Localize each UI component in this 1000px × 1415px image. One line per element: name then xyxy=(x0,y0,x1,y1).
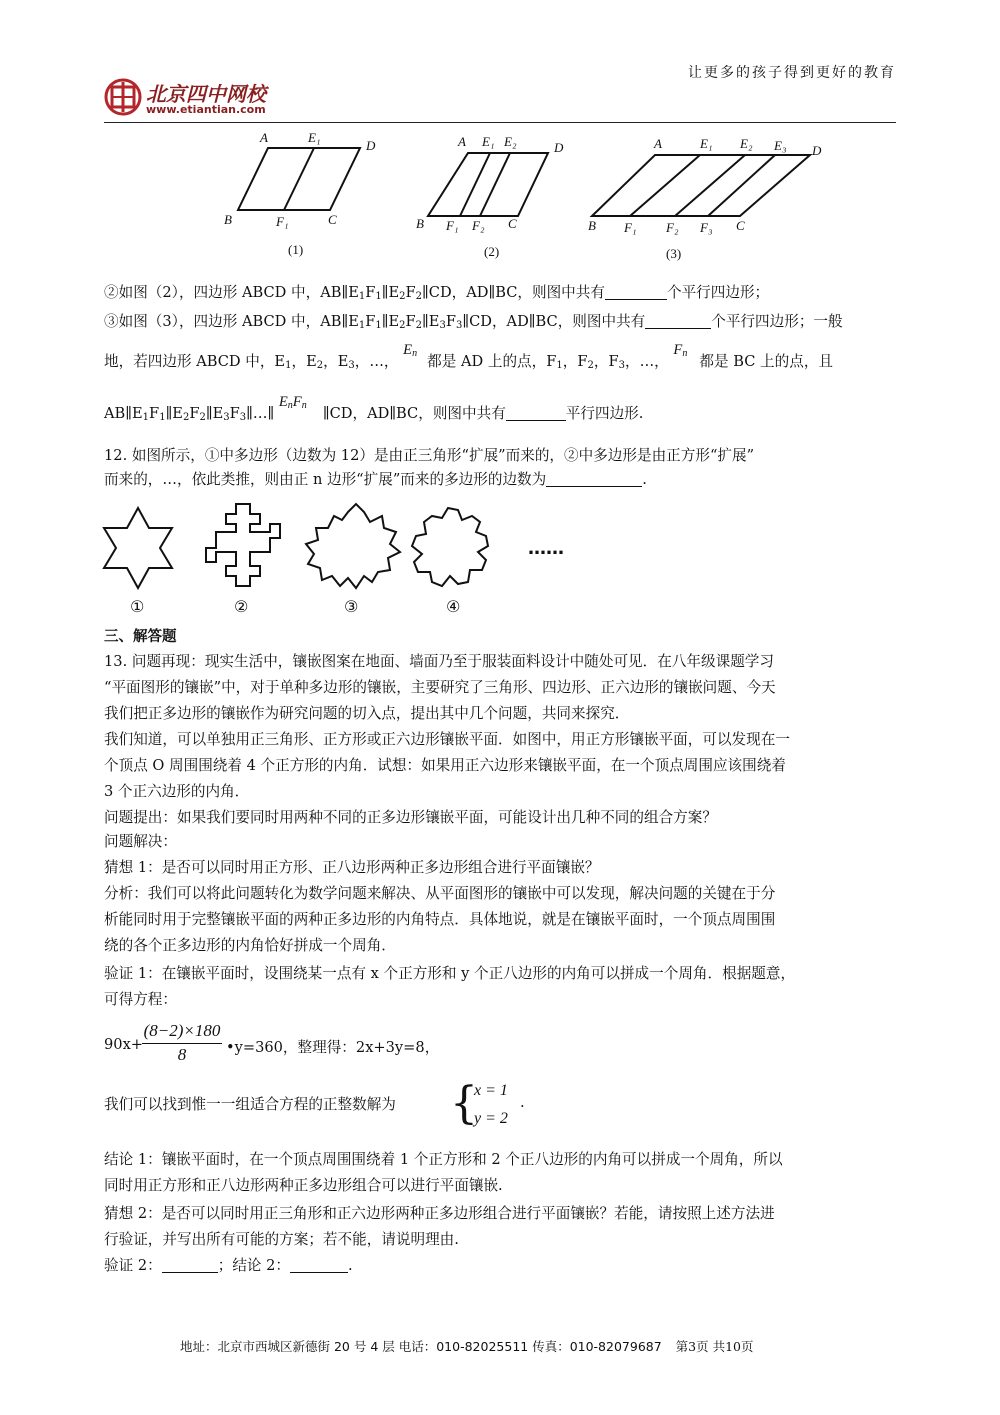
fig3-segment-e1f1 xyxy=(630,155,700,216)
fig-square-expansion xyxy=(206,504,280,586)
fig3-label-A: A xyxy=(654,136,662,151)
logo-url: www.etiantian.com xyxy=(146,103,266,116)
fig3-label-F1: F₁ xyxy=(624,220,637,235)
fig3-label-E1: E₁ xyxy=(700,136,713,151)
fig2-label-F1: F₁ xyxy=(446,218,459,233)
fig1-label-E1: E₁ xyxy=(308,130,321,145)
fig1-label-A: A xyxy=(260,130,268,145)
q11-general: 地，若四边形 ABCD 中，$E_1$，$E_2$，$E_3$，…， $E_n$ 都是 AD 上的点，$F_1$，$F_2$，$F_3$，…， $F_n$ 都是 BC 上的点，且 xyxy=(104,342,834,371)
fig2-label-F2: F₂ xyxy=(472,218,485,233)
fig3-label-E2: E₂ xyxy=(740,136,753,151)
q13-line-7: 问题提出：如果我们要同时用两种不同的正多边形镶嵌平面，可能设计出几种不同的组合方案？ xyxy=(104,809,717,826)
fig3-label-B: B xyxy=(588,218,596,233)
polygon-expansion-figures xyxy=(100,500,580,630)
q11-general-blank[interactable] xyxy=(506,406,566,421)
q11-part3: ③如图（3），四边形 ABCD 中，$AB\parallel E_1F_1\parallel E_2F_2\parallel E_3F_3\parallel CD$，AD∥BC，则图中共有 个平行四边形；一般 xyxy=(104,313,843,331)
q13-line-2: “平面图形的镶嵌”中，对于单种多边形的镶嵌，主要研究了三角形、四边形、正六边形的镶嵌问题、今天 xyxy=(104,679,776,696)
fig1-label-D: D xyxy=(366,138,376,153)
q13-line-10: 分析：我们可以将此问题转化为数学问题来解决、从平面图形的镶嵌中可以发现，解决问题的关键在于分 xyxy=(104,885,776,902)
q13-line-9: 猜想 1：是否可以同时用正方形、正八边形两种正多边形组合进行平面镶嵌？ xyxy=(104,859,600,876)
fig3-parallelogram xyxy=(592,155,810,216)
q13-after-4: 行验证，并写出所有可能的方案；若不能，请说明理由. xyxy=(104,1231,459,1248)
header-slogan: 让更多的孩子得到更好的教育 xyxy=(688,65,896,81)
fig3-caption: (3) xyxy=(666,246,682,261)
fig3-label-F2: F₂ xyxy=(666,220,679,235)
fig3-segment-e2f2 xyxy=(675,155,745,216)
q13-line-1: 13. 问题再现：现实生活中，镶嵌图案在地面、墙面乃至于服装面料设计中随处可见．在八年级课题学习 xyxy=(104,653,774,670)
fig-star-12-sides xyxy=(104,508,172,588)
figures-ellipsis: …… xyxy=(528,538,564,559)
fig-hexagon-expansion xyxy=(412,508,488,586)
q13-line-12: 绕的各个正多边形的内角恰好拼成一个周角． xyxy=(104,937,396,954)
logo-name: 北京四中网校 xyxy=(146,82,266,106)
fig2-label-A: A xyxy=(458,134,466,149)
verify2-blank[interactable] xyxy=(162,1258,218,1273)
q11-part2: ②如图（2），四边形 ABCD 中，$AB\parallel E_1F_1\parallel E_2F_2\parallel CD$，AD∥BC，则图中共有 个平行四边形； xyxy=(104,284,770,302)
caption-1: ① xyxy=(130,597,145,616)
q13-after-1: 结论 1：镶嵌平面时，在一个顶点周围围绕着 1 个正方形和 2 个正八边形的内角可以拼成一个周角，所以 xyxy=(104,1151,783,1168)
fig1-label-C: C xyxy=(328,212,337,227)
q13-line-13: 验证 1：在镶嵌平面时，设围绕某一点有 x 个正方形和 y 个正八边形的内角可以拼成一个周角．根据题意， xyxy=(104,965,796,982)
fig1-label-F1: F₁ xyxy=(276,214,289,229)
q13-line-11: 析能同时用于完整镶嵌平面的两种正多边形的内角特点．具体地说，就是在镶嵌平面时，一个顶点周围围 xyxy=(104,911,776,928)
school-logo xyxy=(104,78,294,118)
fig3-segment-e3f3 xyxy=(708,155,775,216)
q13-line-3: 我们把正多边形的镶嵌作为研究问题的切入点，提出其中几个问题，共同来探究． xyxy=(104,705,630,722)
fig1-segment-e1f1 xyxy=(284,148,314,210)
q13-line-8: 问题解决： xyxy=(104,833,177,850)
q11-part3-blank[interactable] xyxy=(645,314,711,329)
q12-blank[interactable] xyxy=(546,472,642,487)
q13-verify2: 验证 2： ；结论 2： . xyxy=(104,1257,353,1274)
solution-system: 我们可以找到惟一一组适合方程的正整数解为 { x = 1 y = 2 . xyxy=(104,1078,525,1129)
parallelogram-figures xyxy=(200,128,840,268)
fig3-label-E3: E₃ xyxy=(774,138,787,153)
q11-general-2: $AB\parallel E_1F_1\parallel E_2F_2\parallel E_3F_3\parallel\dots\parallel$ $E_nF_n$ ∥CD，AD∥BC，则图中共有 平行四边形. xyxy=(104,394,644,423)
caption-2: ② xyxy=(234,597,249,616)
fig2-label-E1: E₁ xyxy=(482,134,495,149)
footer xyxy=(180,1337,754,1355)
fig2-label-D: D xyxy=(554,140,564,155)
fig3-label-D: D xyxy=(812,143,822,158)
caption-3: ③ xyxy=(344,597,359,616)
fig3-label-F3: F₃ xyxy=(700,220,713,235)
conclusion2-blank[interactable] xyxy=(290,1258,348,1273)
fig2-parallelogram xyxy=(428,153,548,216)
eq-denominator: 8 xyxy=(177,1045,187,1064)
q12-line2: 而来的，…，依此类推，则由正 n 边形“扩展”而来的多边形的边数为 . xyxy=(104,471,647,488)
q12-line1: 12. 如图所示，①中多边形（边数为 12）是由正三角形“扩展”而来的，②中多边形是由正方形“扩展” xyxy=(104,447,755,464)
fig2-label-B: B xyxy=(416,216,424,231)
fig1-label-B: B xyxy=(224,212,232,227)
fig2-caption: (2) xyxy=(484,244,500,259)
q13-line-6: 3 个正六边形的内角． xyxy=(104,783,250,800)
fig2-label-C: C xyxy=(508,216,517,231)
q13-line-4: 我们知道，可以单独用正三角形、正方形或正六边形镶嵌平面．如图中，用正方形镶嵌平面，可以发现在一 xyxy=(104,731,790,748)
fig2-label-E2: E₂ xyxy=(504,134,517,149)
q13-line-14: 可得方程： xyxy=(104,991,177,1008)
section-title: 三、解答题 xyxy=(104,629,177,645)
q13-line-5: 个顶点 O 周围围绕着 4 个正方形的内角．试想：如果用正六边形来镶嵌平面，在一个顶点周围应该围绕着 xyxy=(104,757,786,774)
footer-address: 地址：北京市西城区新德街 20 号 4 层 电话：010-82025511 传真：010-82079687 xyxy=(180,1339,662,1354)
fig-pentagon-expansion xyxy=(306,504,400,588)
footer-page: 第3页 共10页 xyxy=(675,1339,754,1354)
header-divider xyxy=(104,122,896,123)
q13-after-3: 猜想 2：是否可以同时用正三角形和正六边形两种正多边形组合进行平面镶嵌？若能，请按照上述方法进 xyxy=(104,1205,775,1222)
caption-4: ④ xyxy=(446,597,461,616)
fig1-caption: (1) xyxy=(288,242,304,257)
q13-after-2: 同时用正方形和正八边形两种正多边形组合可以进行平面镶嵌. xyxy=(104,1177,503,1194)
eq-numerator: (8−2)×180 xyxy=(143,1021,221,1040)
q11-part2-blank[interactable] xyxy=(605,285,667,300)
fig3-label-C: C xyxy=(736,218,745,233)
